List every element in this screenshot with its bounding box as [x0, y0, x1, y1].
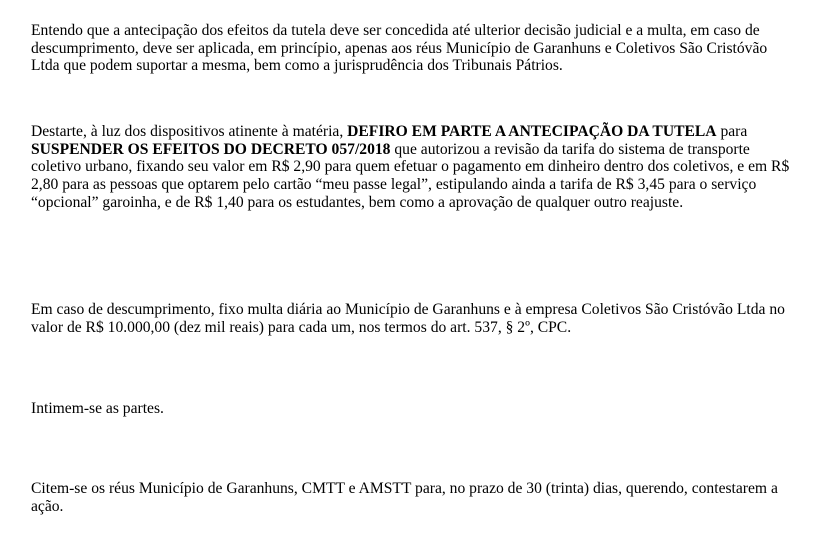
- decision-suspend-bold: SUSPENDER OS EFEITOS DO DECRETO 057/2018: [31, 140, 391, 158]
- paragraph-decision: [31, 123, 791, 212]
- paragraph-summon-parties: Intimem-se as partes.: [31, 400, 164, 417]
- decision-grant-bold: DEFIRO EM PARTE A ANTECIPAÇÃO DA TUTELA: [347, 123, 717, 140]
- paragraph-fine: Em caso de descumprimento, fixo multa diária ao Município de Garanhuns e à empresa Coletivos São Cristóvão Ltda no valor de R$ 10.000,00 (dez mil reais) para cada um, nos termos do art. 537, § 2º, CPC.: [31, 301, 785, 336]
- paragraph-cite-defendants: Citem-se os réus Município de Garanhuns, CMTT e AMSTT para, no prazo de 30 (trinta) dias, querendo, contestarem a ação.: [31, 480, 778, 515]
- decision-connector-text: para: [716, 123, 748, 140]
- decision-intro-text: Destarte, à luz dos dispositivos atinente à matéria,: [31, 123, 348, 140]
- paragraph-tutela-reasoning: Entendo que a antecipação dos efeitos da tutela deve ser concedida até ulterior decisão judicial e a multa, em caso de descumprimento, deve ser aplicada, em princípio, apenas aos réus Município de Garanhuns e Coletivos São Cristóvão Ltda que podem suportar a mesma, bem como a jurisprudência dos Tribunais Pátrios.: [31, 22, 768, 75]
- decision-details-text: que autorizou a revisão da tarifa do sistema de transporte coletivo urbano, fixando seu valor em R$ 2,90 para quem efetuar o pagamento em dinheiro dentro dos coletivos, e em R$ 2,80 para as pessoas que optarem pelo cartão “meu passe legal”, estipulando ainda a tarifa de R$ 3,45 para o serviço “opcional” garoinha, e de R$ 1,40 para os estudantes, bem como a aprovação de qualquer outro reajuste.: [31, 140, 790, 211]
